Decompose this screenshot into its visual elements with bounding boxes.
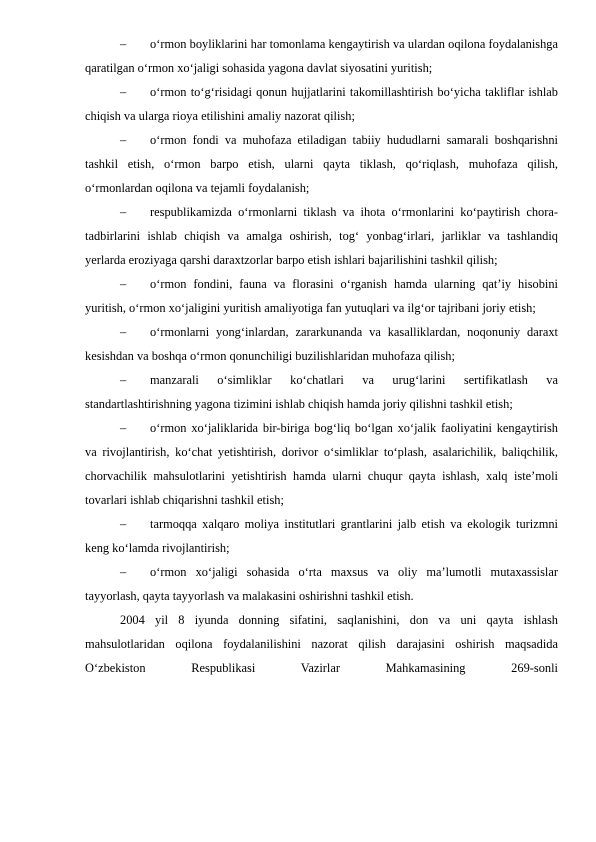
list-item-text: o‘rmonlarni yong‘inlardan, zararkunanda va kasalliklardan, noqonuniy daraxt kesishdan va boshqa o‘rmon qonunchiligi buzilishlaridan muhofaza qilish; xyxy=(85,325,558,363)
list-item xyxy=(85,200,558,272)
list-item xyxy=(85,368,558,416)
list-item xyxy=(85,32,558,80)
list-dash: – xyxy=(120,517,127,531)
list-item-text: respublikamizda o‘rmonlarni tiklash va ihota o‘rmonlarini ko‘paytirish chora-tadbirlarini ishlab chiqish va amalga oshirish, tog‘ yonbag‘irlari, jarliklar va tashlandiq yerlarda eroziyaga qarshi daraxtzorlar barpo etish ishlari bajarilishini tashkil qilish; xyxy=(85,205,558,267)
list-dash: – xyxy=(120,565,127,579)
list-dash: – xyxy=(120,85,127,99)
list-item-text: manzarali o‘simliklar ko‘chatlari va urug‘larini sertifikatlash va standartlashtirishning yagona tizimini ishlab chiqish hamda joriy qilishni tashkil etish; xyxy=(85,373,558,411)
list-item xyxy=(85,80,558,128)
list-dash: – xyxy=(120,37,127,51)
closing-paragraph: 2004 yil 8 iyunda donning sifatini, saqlanishini, don va uni qayta ishlash mahsulotlaridan oqilona foydalanilishini nazorat qilish darajasini oshirish maqsadida O‘zbekiston Respublikasi Vazirlar Mahkamasining 269-sonli xyxy=(85,613,558,675)
list-item-text: o‘rmon boyliklarini har tomonlama kengaytirish va ulardan oqilona foydalanishga qaratilgan o‘rmon xo‘jaligi sohasida yagona davlat siyosatini yuritish; xyxy=(85,37,558,75)
list-dash: – xyxy=(120,421,127,435)
list-item xyxy=(85,272,558,320)
list-dash: – xyxy=(120,205,127,219)
list-dash: – xyxy=(120,133,127,147)
list-dash: – xyxy=(120,373,127,387)
list-item xyxy=(85,512,558,560)
list-item-text: o‘rmon fondi va muhofaza etiladigan tabiiy hududlarni samarali boshqarishni tashkil etish, o‘rmon barpo etish, ularni qayta tiklash, qo‘riqlash, muhofaza qilish, o‘rmonlardan oqilona va tejamli foydalanish; xyxy=(85,133,558,195)
list-item xyxy=(85,128,558,200)
list-dash: – xyxy=(120,325,127,339)
list-item xyxy=(85,416,558,512)
document-page xyxy=(85,32,558,680)
list-item-text: tarmoqqa xalqaro moliya institutlari grantlarini jalb etish va ekologik turizmni keng ko‘lamda rivojlantirish; xyxy=(85,517,558,555)
list-item-text: o‘rmon xo‘jaligi sohasida o‘rta maxsus va oliy ma’lumotli mutaxassislar tayyorlash, qayta tayyorlash va malakasini oshirishni tashkil etish. xyxy=(85,565,558,603)
list-item-text: o‘rmon fondini, fauna va florasini o‘rganish hamda ularning qat’iy hisobini yuritish, o‘rmon xo‘jaligini yuritish amaliyotiga fan yutuqlari va ilg‘or tajribani joriy etish; xyxy=(85,277,558,315)
list-item-text: o‘rmon xo‘jaliklarida bir-biriga bog‘liq bo‘lgan xo‘jalik faoliyatini kengaytirish va rivojlantirish, ko‘chat yetishtirish, dorivor o‘simliklar to‘plash, asalarichilik, baliqchilik, chorvachilik mahsulotlarini yetishtirish hamda ularni chuqur qayta ishlash, xalq iste’moli tovarlari ishlab chiqarishni tashkil etish; xyxy=(85,421,558,507)
list-item-text: o‘rmon to‘g‘risidagi qonun hujjatlarini takomillashtirish bo‘yicha takliflar ishlab chiqish va ularga rioya etilishini amaliy nazorat qilish; xyxy=(85,85,558,123)
list-item xyxy=(85,560,558,608)
list-dash: – xyxy=(120,277,127,291)
list-item xyxy=(85,320,558,368)
